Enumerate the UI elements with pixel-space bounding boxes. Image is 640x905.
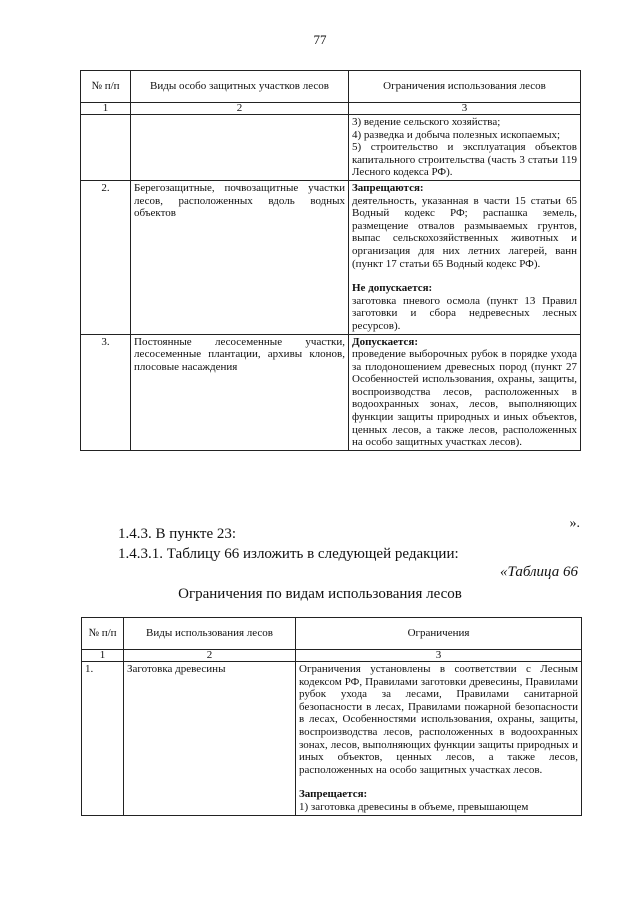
page-number: 77 [313, 32, 327, 47]
index-cell: 1 [81, 103, 131, 115]
closing-quote: ». [569, 516, 580, 531]
header-number: № п/п [81, 71, 131, 103]
restrictions-cell [349, 180, 581, 334]
prohibited-text: деятельность, указанная в части 15 статьи 65 Водный кодекс РФ; распашка земель, размещение отвалов размываемых грунтов, выпас сельскохозяйственных животных и организация для них летних лагерей, ванн (пункт 17 статьи 65 Водный кодекс РФ). [352, 194, 577, 270]
restrictions-cell [296, 662, 582, 816]
prohibited-text: 1) заготовка древесины в объеме, превышающем [299, 800, 529, 813]
row-number: 2. [81, 180, 131, 334]
index-cell: 2 [131, 103, 349, 115]
list-item: 3) ведение сельского хозяйства; [352, 116, 501, 128]
table-row [81, 115, 581, 181]
restrictions-cell [349, 115, 581, 181]
list-item: 4) разведка и добыча полезных ископаемых; [352, 128, 561, 141]
row-number: 3. [81, 334, 131, 450]
index-cell: 3 [296, 650, 582, 662]
table-row [81, 180, 581, 334]
restrictions-cell [349, 334, 581, 450]
header-restrictions: Ограничения использования лесов [349, 71, 581, 103]
header-number: № п/п [82, 618, 124, 650]
not-allowed-text: заготовка пневого осмола (пункт 13 Правил заготовки и сбора недревесных лесных ресурсов). [352, 294, 577, 332]
restrictions-text: Ограничения установлены в соответствии с Лесным кодексом РФ, Правилами заготовки древесины, Правилами рубок ухода за лесами, Правилами санитарной безопасности в лесах, Правилами пожарной безопасности в лесах, Особенностями использования, охраны, защиты, воспроизводства лесов, расположенных в водоохранных зонах, лесов, выполняющих функции защиты природных и иных объектов, ценных лесов, а также лесов, расположенных на особо защитных участках лесов. [299, 663, 578, 776]
protective-areas-table [80, 70, 581, 451]
index-cell: 2 [124, 650, 296, 662]
row-number: 1. [82, 662, 124, 816]
use-type-cell: Заготовка древесины [124, 662, 296, 816]
prohibited-heading: Запрещаются: [352, 181, 424, 194]
header-area-type: Виды особо защитных участков лесов [131, 71, 349, 103]
header-restrictions: Ограничения [296, 618, 582, 650]
allowed-text: проведение выборочных рубок в порядке ухода за плодоношением древесных пород (пункт 27 Особенностей использования, охраны, защиты, воспроизводства лесов, расположенных в водоохранных зонах, лесов, выполняющих функции защиты природных и иных объектов, ценных лесов, а также лесов, расположенных на особо защитных участках лесов). [352, 348, 577, 449]
paragraph-1-4-3-1: 1.4.3.1. Таблицу 66 изложить в следующей редакции: [118, 546, 459, 562]
forest-use-restrictions-table [81, 617, 582, 816]
index-cell: 3 [349, 103, 581, 115]
allowed-heading: Допускается: [352, 335, 419, 348]
table-title: Ограничения по видам использования лесов [178, 586, 462, 602]
index-cell: 1 [82, 650, 124, 662]
table-row [81, 334, 581, 450]
prohibited-heading: Запрещается: [299, 788, 368, 801]
not-allowed-heading: Не допускается: [352, 282, 433, 295]
table-row [82, 662, 582, 816]
area-type-cell: Постоянные лесосеменные участки, лесосеменные плантации, архивы клонов, плосовые насаждения [131, 334, 349, 450]
paragraph-1-4-3: 1.4.3. В пункте 23: [118, 526, 237, 542]
table-label: «Таблица 66 [500, 564, 578, 580]
list-item: 5) строительство и эксплуатация объектов капитального строительства (часть 3 статьи 119 Лесного кодекса РФ). [352, 141, 577, 179]
area-type-cell: Берегозащитные, почвозащитные участки лесов, расположенных вдоль водных объектов [131, 180, 349, 334]
header-use-type: Виды использования лесов [124, 618, 296, 650]
